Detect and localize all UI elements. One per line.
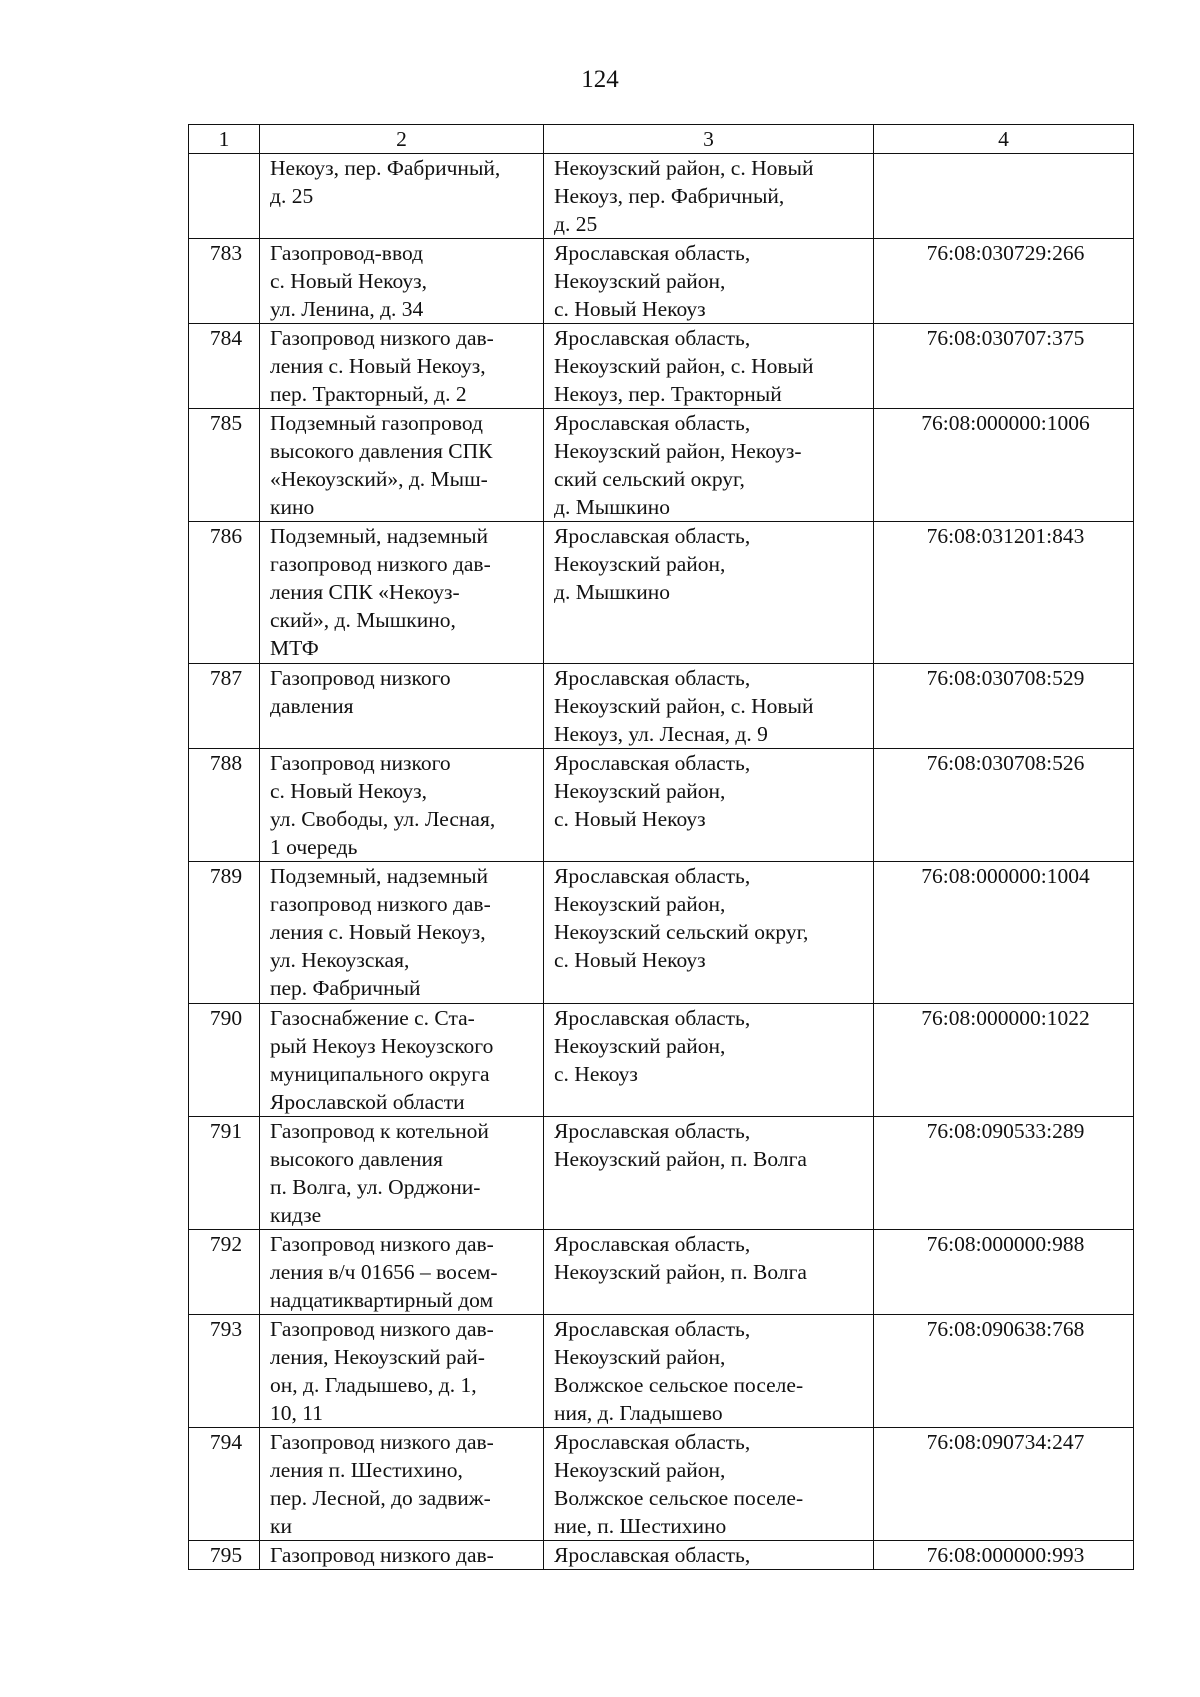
table-row	[189, 1428, 1134, 1541]
cadastral-number: 76:08:000000:1004	[874, 862, 1134, 1004]
cadastral-number: 76:08:031201:843	[874, 522, 1134, 664]
table-row	[189, 862, 1134, 1004]
row-number: 795	[189, 1541, 260, 1570]
row-number: 793	[189, 1315, 260, 1428]
row-number: 790	[189, 1004, 260, 1117]
object-address: Некоузский район, с. Новый Некоуз, пер. Фабричный, д. 25	[544, 154, 874, 239]
column-header-1: 1	[189, 125, 260, 154]
object-address: Ярославская область,	[544, 1541, 874, 1570]
cadastral-number: 76:08:030729:266	[874, 239, 1134, 324]
object-address: Ярославская область, Некоузский район, Волжское сельское поселе- ние, п. Шестихино	[544, 1428, 874, 1541]
row-number: 786	[189, 522, 260, 664]
object-address: Ярославская область, Некоузский район, с. Некоуз	[544, 1004, 874, 1117]
row-number: 784	[189, 324, 260, 409]
row-number: 791	[189, 1117, 260, 1230]
cadastral-number: 76:08:090638:768	[874, 1315, 1134, 1428]
object-name: Подземный, надземный газопровод низкого дав- ления с. Новый Некоуз, ул. Некоузская, пер. Фабричный	[260, 862, 544, 1004]
cadastral-number: 76:08:000000:988	[874, 1230, 1134, 1315]
cadastral-number: 76:08:030708:529	[874, 664, 1134, 749]
object-address: Ярославская область, Некоузский район, Некоузский сельский округ, с. Новый Некоуз	[544, 862, 874, 1004]
object-address: Ярославская область, Некоузский район, п. Волга	[544, 1117, 874, 1230]
row-number: 787	[189, 664, 260, 749]
row-number	[189, 154, 260, 239]
cadastral-number: 76:08:090734:247	[874, 1428, 1134, 1541]
table-row	[189, 1541, 1134, 1570]
cadastral-number	[874, 154, 1134, 239]
object-address: Ярославская область, Некоузский район, с. Новый Некоуз, пер. Тракторный	[544, 324, 874, 409]
object-name: Газопровод низкого дав-	[260, 1541, 544, 1570]
object-address: Ярославская область, Некоузский район, с. Новый Некоуз	[544, 749, 874, 862]
object-name: Газопровод-ввод с. Новый Некоуз, ул. Ленина, д. 34	[260, 239, 544, 324]
table-row	[189, 1230, 1134, 1315]
column-header-3: 3	[544, 125, 874, 154]
table-row	[189, 409, 1134, 522]
object-name: Некоуз, пер. Фабричный, д. 25	[260, 154, 544, 239]
object-name: Газопровод низкого дав- ления п. Шестихино, пер. Лесной, до задвиж- ки	[260, 1428, 544, 1541]
object-name: Газопровод низкого дав- ления в/ч 01656 – восем- надцатиквартирный дом	[260, 1230, 544, 1315]
object-address: Ярославская область, Некоузский район, с. Новый Некоуз, ул. Лесная, д. 9	[544, 664, 874, 749]
cadastral-number: 76:08:090533:289	[874, 1117, 1134, 1230]
row-number: 783	[189, 239, 260, 324]
table-row	[189, 1004, 1134, 1117]
object-name: Подземный, надземный газопровод низкого дав- ления СПК «Некоуз- ский», д. Мышкино, МТФ	[260, 522, 544, 664]
header-row	[189, 125, 1134, 154]
cadastral-number: 76:08:030707:375	[874, 324, 1134, 409]
table-row	[189, 324, 1134, 409]
table-row	[189, 522, 1134, 664]
column-header-2: 2	[260, 125, 544, 154]
table-row	[189, 239, 1134, 324]
row-number: 794	[189, 1428, 260, 1541]
row-number: 792	[189, 1230, 260, 1315]
object-address: Ярославская область, Некоузский район, Некоуз- ский сельский округ, д. Мышкино	[544, 409, 874, 522]
row-number: 788	[189, 749, 260, 862]
column-header-4: 4	[874, 125, 1134, 154]
object-name: Газопровод к котельной высокого давления п. Волга, ул. Орджони- кидзе	[260, 1117, 544, 1230]
cadastral-number: 76:08:000000:1006	[874, 409, 1134, 522]
table-row	[189, 1315, 1134, 1428]
cadastral-number: 76:08:000000:1022	[874, 1004, 1134, 1117]
object-name: Газопровод низкого дав- ления с. Новый Некоуз, пер. Тракторный, д. 2	[260, 324, 544, 409]
object-address: Ярославская область, Некоузский район, с. Новый Некоуз	[544, 239, 874, 324]
object-name: Подземный газопровод высокого давления СПК «Некоузский», д. Мыш- кино	[260, 409, 544, 522]
object-name: Газопровод низкого давления	[260, 664, 544, 749]
table-row	[189, 749, 1134, 862]
row-number: 785	[189, 409, 260, 522]
cadastral-number: 76:08:030708:526	[874, 749, 1134, 862]
registry-table	[188, 124, 1134, 1570]
object-address: Ярославская область, Некоузский район, Волжское сельское поселе- ния, д. Гладышево	[544, 1315, 874, 1428]
table-row	[189, 664, 1134, 749]
object-name: Газопровод низкого с. Новый Некоуз, ул. Свободы, ул. Лесная, 1 очередь	[260, 749, 544, 862]
page-number: 124	[581, 66, 619, 93]
table-row	[189, 154, 1134, 239]
row-number: 789	[189, 862, 260, 1004]
object-address: Ярославская область, Некоузский район, п. Волга	[544, 1230, 874, 1315]
object-address: Ярославская область, Некоузский район, д. Мышкино	[544, 522, 874, 664]
table-row	[189, 1117, 1134, 1230]
cadastral-number: 76:08:000000:993	[874, 1541, 1134, 1570]
object-name: Газопровод низкого дав- ления, Некоузский рай- он, д. Гладышево, д. 1, 10, 11	[260, 1315, 544, 1428]
object-name: Газоснабжение с. Ста- рый Некоуз Некоузского муниципального округа Ярославской области	[260, 1004, 544, 1117]
